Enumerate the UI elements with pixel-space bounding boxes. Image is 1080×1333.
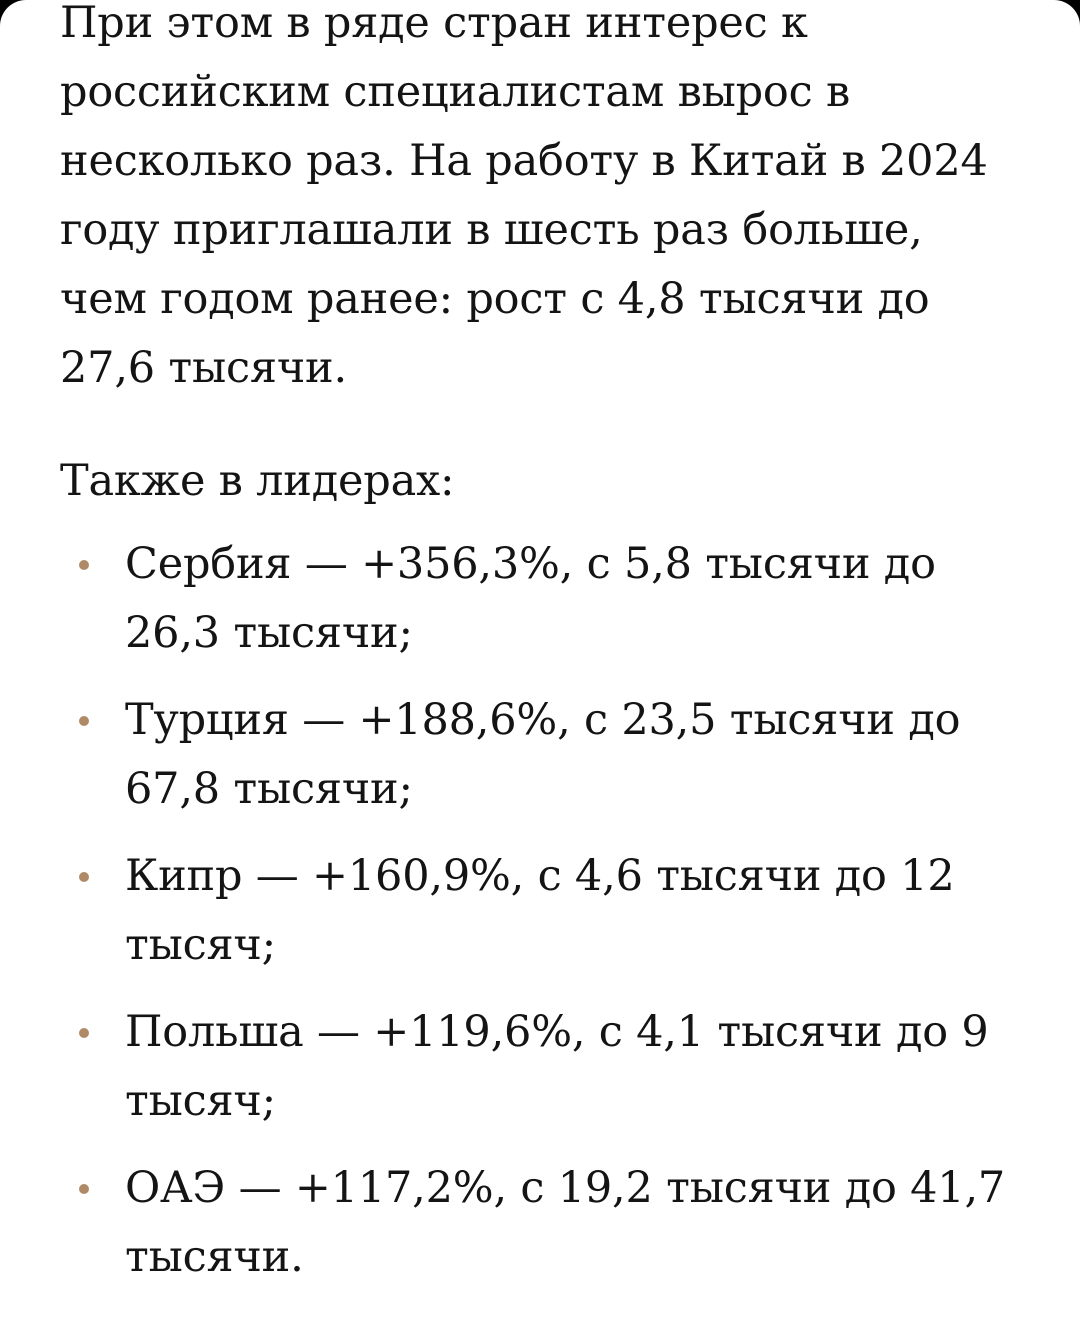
bullet-dot-icon — [79, 716, 89, 726]
list-intro: Также в лидерах: — [60, 456, 455, 506]
list-item-text: Кипр — +160,9%, с 4,6 тысячи до 12 тысяч; — [125, 851, 955, 970]
bullet-dot-icon — [79, 560, 89, 570]
list-item-text: Сербия — +356,3%, с 5,8 тысячи до 26,3 тысячи; — [125, 539, 936, 658]
list-item — [60, 686, 1040, 824]
bullet-dot-icon — [79, 1184, 89, 1194]
country-list — [60, 530, 1040, 1310]
list-item — [60, 1154, 1040, 1292]
article-paragraph: При этом в ряде стран интерес к российским специалистам вырос в несколько раз. На работу в Китай в 2024 году приглашали в шесть раз больше, чем годом ранее: рост с 4,8 тысячи до 27,6 тысячи. — [60, 0, 988, 393]
list-item-text: Турция — +188,6%, с 23,5 тысячи до 67,8 тысячи; — [125, 695, 961, 814]
list-item — [60, 530, 1040, 668]
list-item-text: Польша — +119,6%, с 4,1 тысячи до 9 тысяч; — [125, 1007, 989, 1126]
list-item — [60, 998, 1040, 1136]
bullet-dot-icon — [79, 872, 89, 882]
list-item — [60, 842, 1040, 980]
list-item-text: ОАЭ — +117,2%, с 19,2 тысячи до 41,7 тысячи. — [125, 1163, 1006, 1282]
bullet-dot-icon — [79, 1028, 89, 1038]
